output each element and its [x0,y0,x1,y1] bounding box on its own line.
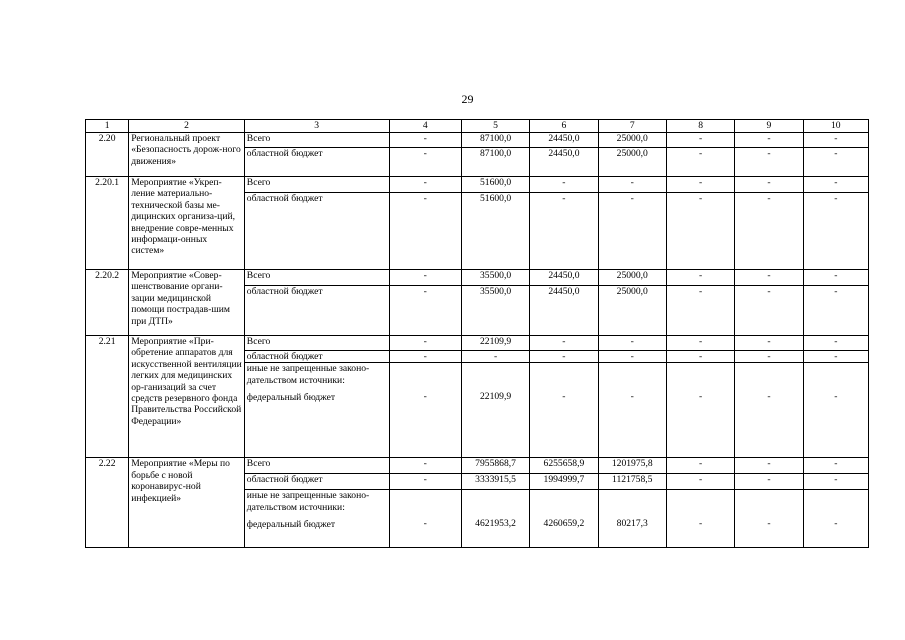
value-cell: - [389,286,461,336]
value-cell: - [735,193,803,270]
column-number-row [86,120,869,133]
funding-source-label: областной бюджет [246,286,323,297]
value-cell: 25000,0 [598,270,666,286]
value-cell: - [735,458,803,474]
value-cell: - [389,490,461,548]
column-header: 8 [666,120,734,133]
value-cell: - [530,351,598,363]
value-cell: - [735,363,803,458]
row-number: 2.20.2 [86,270,129,336]
value-cell: - [530,336,598,351]
value-cell: - [666,490,734,548]
value-cell: - [735,133,803,148]
table-row [86,336,869,351]
value-cell: - [389,177,461,193]
value-cell: 35500,0 [461,270,529,286]
value-cell: - [803,177,868,193]
value-cell: 22109,9 [461,336,529,351]
value-cell: - [666,177,734,193]
column-header: 5 [461,120,529,133]
value-cell: - [803,270,868,286]
funding-source-label: областной бюджет [246,474,323,486]
value-cell: - [735,177,803,193]
column-header: 4 [389,120,461,133]
row-number: 2.20.1 [86,177,129,270]
value-cell: - [803,148,868,177]
value-cell: 6255658,9 [530,458,598,474]
funding-source-label: Всего [246,133,271,144]
row-number: 2.22 [86,458,129,548]
value-cell: - [735,351,803,363]
value-cell: - [666,474,734,490]
value-cell: - [803,286,868,336]
value-cell: - [735,270,803,286]
value-cell: - [530,177,598,193]
column-header: 9 [735,120,803,133]
value-cell: 24450,0 [530,148,598,177]
funding-source [244,363,389,458]
value-cell: - [735,148,803,177]
value-cell: 1201975,8 [598,458,666,474]
funding-source [244,351,389,363]
value-cell: 51600,0 [461,177,529,193]
value-cell: - [389,351,461,363]
column-header: 7 [598,120,666,133]
column-header: 10 [803,120,868,133]
funding-source-label: областной бюджет [246,351,323,362]
value-cell: - [389,363,461,458]
value-cell: - [735,336,803,351]
funding-source-label: областной бюджет [246,193,323,204]
row-number: 2.20 [86,133,129,177]
funding-source [244,474,389,490]
column-header: 1 [86,120,129,133]
funding-source-label: областной бюджет [246,148,323,159]
value-cell: - [389,133,461,148]
value-cell: - [666,148,734,177]
value-cell: 1994999,7 [530,474,598,490]
value-cell: - [389,336,461,351]
value-cell: 3333915,5 [461,474,529,490]
value-cell: - [389,458,461,474]
value-cell: 25000,0 [598,148,666,177]
funding-source-label: федеральный бюджет [246,392,336,404]
value-cell: 24450,0 [530,270,598,286]
value-cell: 25000,0 [598,286,666,336]
value-cell: 25000,0 [598,133,666,148]
funding-source [244,458,389,474]
funding-source [244,270,389,286]
value-cell: - [666,351,734,363]
budget-table [85,119,869,548]
table-row [86,270,869,286]
funding-source [244,177,389,193]
value-cell: - [803,336,868,351]
funding-subhead: иные не запрещенные законо-дательством источники: [246,363,370,386]
funding-source [244,148,389,177]
column-header: 6 [530,120,598,133]
value-cell: - [666,286,734,336]
value-cell: - [389,474,461,490]
value-cell: - [666,336,734,351]
activity-name: Мероприятие «Совер-шенствование органи-зации медицинской помощи пострадав-шим при ДТП» [129,270,245,336]
value-cell: - [461,351,529,363]
funding-source [244,336,389,351]
value-cell: - [803,458,868,474]
page-number: 29 [461,92,474,106]
table-row [86,133,869,148]
column-header: 3 [244,120,389,133]
value-cell: - [598,351,666,363]
value-cell: - [598,177,666,193]
value-cell: 1121758,5 [598,474,666,490]
table-row [86,458,869,474]
value-cell: 4260659,2 [530,490,598,548]
table-row [86,177,869,193]
value-cell: - [530,193,598,270]
value-cell: - [803,363,868,458]
value-cell: - [666,363,734,458]
value-cell: 51600,0 [461,193,529,270]
value-cell: - [803,474,868,490]
value-cell: - [735,474,803,490]
funding-source-label: федеральный бюджет [246,519,336,531]
value-cell: - [803,351,868,363]
value-cell: - [598,363,666,458]
funding-source-label: Всего [246,177,271,188]
value-cell: - [598,193,666,270]
value-cell: 4621953,2 [461,490,529,548]
value-cell: - [803,133,868,148]
funding-subhead: иные не запрещенные законо-дательством источники: [246,490,370,513]
value-cell: - [803,490,868,548]
row-number: 2.21 [86,336,129,458]
value-cell: - [666,458,734,474]
value-cell: - [735,286,803,336]
value-cell: - [530,363,598,458]
funding-source [244,133,389,148]
funding-source [244,193,389,270]
value-cell: - [666,193,734,270]
value-cell: 7955868,7 [461,458,529,474]
value-cell: 87100,0 [461,148,529,177]
table-body [86,120,869,548]
funding-source-label: Всего [246,270,271,281]
value-cell: - [598,336,666,351]
funding-source-label: Всего [246,458,271,470]
value-cell: - [389,270,461,286]
funding-source-label: Всего [246,336,271,347]
value-cell: - [389,148,461,177]
activity-name: Мероприятие «При-обретение аппаратов для искусственной вентиляции легких для медицинских ор-ганизаций за счет средств резервного фонда Правительства Российской Федерации» [129,336,245,458]
value-cell: - [666,270,734,286]
value-cell: 87100,0 [461,133,529,148]
funding-source [244,490,389,548]
activity-name: Региональный проект «Безопасность дорож-ного движения» [129,133,245,177]
funding-source [244,286,389,336]
value-cell: 22109,9 [461,363,529,458]
value-cell: - [803,193,868,270]
activity-name: Мероприятие «Меры по борьбе с новой коронавирус-ной инфекцией» [129,458,245,548]
activity-name: Мероприятие «Укреп-ление материально-технической базы ме-дицинских организа-ций, внедрение совре-менных информаци-онных систем» [129,177,245,270]
value-cell: 24450,0 [530,133,598,148]
value-cell: 35500,0 [461,286,529,336]
value-cell: - [735,490,803,548]
column-header: 2 [129,120,245,133]
value-cell: 24450,0 [530,286,598,336]
value-cell: 80217,3 [598,490,666,548]
value-cell: - [666,133,734,148]
value-cell: - [389,193,461,270]
